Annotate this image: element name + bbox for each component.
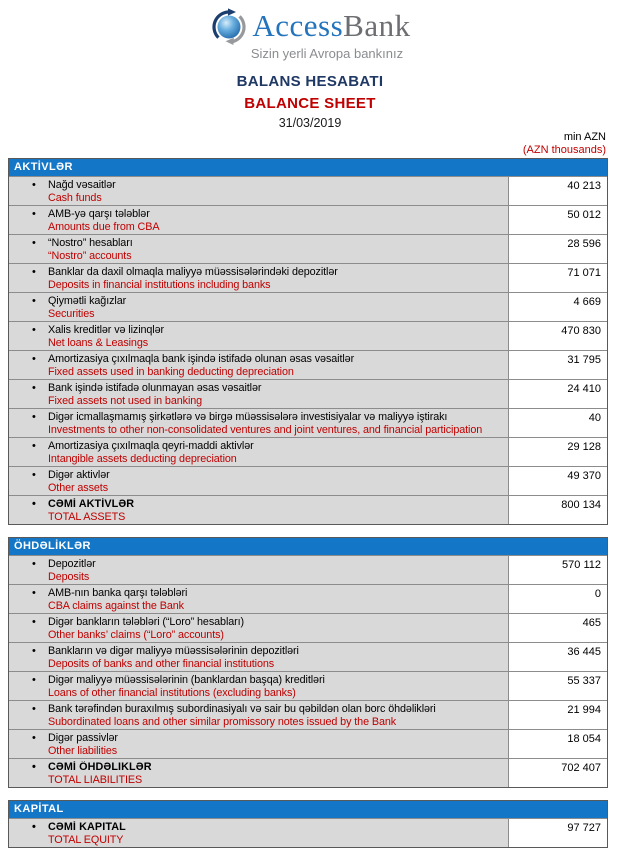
row-label-cell xyxy=(9,235,508,263)
row-label-cell xyxy=(9,264,508,292)
row-labels xyxy=(48,674,508,700)
units-block xyxy=(0,131,606,157)
row-label-az: CƏMİ ÖHDƏLIKLƏR xyxy=(48,761,152,773)
row-label-az: CƏMİ AKTİVLƏR xyxy=(48,498,135,510)
row-label-az: Nağd vəsaitlər xyxy=(48,179,116,191)
row-label-en: Investments to other non-consolidated ventures and joint ventures, and financial participation xyxy=(48,424,483,436)
bullet-icon: • xyxy=(32,821,36,833)
logo-row xyxy=(0,6,620,46)
row-label-cell xyxy=(9,556,508,584)
row-label-cell xyxy=(9,701,508,729)
row-label-az: Qiymətli kağızlar xyxy=(48,295,127,307)
section-header-liabilities: ÖHDƏLİKLƏR xyxy=(9,538,607,555)
logo-tagline: Sizin yerli Avropa bankınız xyxy=(250,46,404,61)
row-label-az: Digər aktivlər xyxy=(48,469,110,481)
row-label-cell xyxy=(9,322,508,350)
report-title-az: BALANS HESABATI xyxy=(236,73,384,90)
table-row xyxy=(9,613,607,642)
table-row xyxy=(9,379,607,408)
row-label-en: Deposits xyxy=(48,571,90,583)
table-row xyxy=(9,729,607,758)
bullet-icon: • xyxy=(32,179,36,191)
row-label-en: Cash funds xyxy=(48,192,102,204)
row-label-en: CBA claims against the Bank xyxy=(48,600,184,612)
row-label-cell xyxy=(9,643,508,671)
row-label-az: Banklar da daxil olmaqla maliyyə müəssisələrindəki depozitlər xyxy=(48,266,338,278)
row-label-az: “Nostro” hesabları xyxy=(48,237,133,249)
row-label-cell xyxy=(9,380,508,408)
section-header-capital: KAPİTAL xyxy=(9,801,607,818)
row-value: 0 xyxy=(508,585,607,613)
bullet-icon: • xyxy=(32,558,36,570)
row-label-en: Securities xyxy=(48,308,95,320)
row-label-az: Digər passivlər xyxy=(48,732,118,744)
bullet-icon: • xyxy=(32,616,36,628)
row-label-az: Bank işində istifadə olunmayan əsas vəsaitlər xyxy=(48,382,262,394)
row-label-cell xyxy=(9,438,508,466)
table-row-total-assets xyxy=(9,495,607,524)
table-row-total-equity xyxy=(9,818,607,847)
row-value: 24 410 xyxy=(508,380,607,408)
row-label-en: “Nostro” accounts xyxy=(48,250,132,262)
row-value: 465 xyxy=(508,614,607,642)
table-row xyxy=(9,292,607,321)
row-label-en: Intangible assets deducting depreciation xyxy=(48,453,237,465)
globe-swoosh-icon xyxy=(209,6,249,46)
row-label-cell xyxy=(9,293,508,321)
table-row xyxy=(9,437,607,466)
table-row xyxy=(9,350,607,379)
bullet-icon: • xyxy=(32,382,36,394)
table-row xyxy=(9,408,607,437)
bullet-icon: • xyxy=(32,674,36,686)
row-value: 36 445 xyxy=(508,643,607,671)
table-row xyxy=(9,321,607,350)
row-labels xyxy=(48,821,508,847)
row-value: 470 830 xyxy=(508,322,607,350)
bullet-icon: • xyxy=(32,440,36,452)
row-label-az: Amortizasiya çıxılmaqla qeyri-maddi aktivlər xyxy=(48,440,254,452)
bullet-icon: • xyxy=(32,266,36,278)
row-label-en: TOTAL EQUITY xyxy=(48,834,124,846)
row-value: 28 596 xyxy=(508,235,607,263)
row-value: 702 407 xyxy=(508,759,607,787)
row-label-cell xyxy=(9,206,508,234)
table-row xyxy=(9,584,607,613)
row-label-cell xyxy=(9,672,508,700)
row-value: 18 054 xyxy=(508,730,607,758)
row-labels xyxy=(48,411,508,437)
bullet-icon: • xyxy=(32,295,36,307)
row-value: 4 669 xyxy=(508,293,607,321)
row-labels xyxy=(48,237,508,263)
row-labels xyxy=(48,266,508,292)
row-labels xyxy=(48,703,508,729)
row-label-en: Loans of other financial institutions (excluding banks) xyxy=(48,687,296,699)
row-label-en: Subordinated loans and other similar promissory notes issued by the Bank xyxy=(48,716,397,728)
row-value: 49 370 xyxy=(508,467,607,495)
row-value: 21 994 xyxy=(508,701,607,729)
row-labels xyxy=(48,469,508,495)
unit-label-az: min AZN xyxy=(563,131,606,143)
row-label-az: Xalis kreditlər və lizinqlər xyxy=(48,324,165,336)
row-value: 570 112 xyxy=(508,556,607,584)
table-row xyxy=(9,263,607,292)
bullet-icon: • xyxy=(32,587,36,599)
row-labels xyxy=(48,498,508,524)
row-value: 97 727 xyxy=(508,819,607,847)
row-value: 31 795 xyxy=(508,351,607,379)
table-row-total-liabilities xyxy=(9,758,607,787)
table-row xyxy=(9,205,607,234)
table-row xyxy=(9,176,607,205)
row-label-en: Other liabilities xyxy=(48,745,118,757)
bullet-icon: • xyxy=(32,645,36,657)
row-label-en: TOTAL ASSETS xyxy=(48,511,126,523)
row-value: 71 071 xyxy=(508,264,607,292)
row-label-en: Amounts due from CBA xyxy=(48,221,160,233)
row-labels xyxy=(48,295,508,321)
bullet-icon: • xyxy=(32,353,36,365)
unit-label-en: (AZN thousands) xyxy=(522,144,606,156)
row-label-az: AMB-nın banka qarşı tələbləri xyxy=(48,587,188,599)
row-label-en: Deposits in financial institutions including banks xyxy=(48,279,271,291)
bullet-icon: • xyxy=(32,208,36,220)
report-title-en: BALANCE SHEET xyxy=(244,95,376,112)
row-value: 29 128 xyxy=(508,438,607,466)
table-row xyxy=(9,234,607,263)
row-label-en: Net loans & Leasings xyxy=(48,337,149,349)
section-assets xyxy=(8,158,608,525)
logo-wordmark xyxy=(252,9,410,43)
row-label-cell xyxy=(9,496,508,524)
logo-text-access: Access xyxy=(252,8,344,43)
row-label-az: AMB-yə qarşı tələblər xyxy=(48,208,150,220)
row-value: 40 xyxy=(508,409,607,437)
row-label-cell xyxy=(9,759,508,787)
row-label-az: Bankların və digər maliyyə müəssisələrinin depozitləri xyxy=(48,645,299,657)
row-label-en: TOTAL LIABILITIES xyxy=(48,774,143,786)
row-labels xyxy=(48,616,508,642)
row-label-az: Digər maliyyə müəssisələrinin (banklardan başqa) kreditləri xyxy=(48,674,325,686)
row-labels xyxy=(48,558,508,584)
row-label-az: Bank tərəfindən buraxılmış subordinasiyalı və sair bu qəbildən olan borc öhdəlikləri xyxy=(48,703,436,715)
table-row xyxy=(9,555,607,584)
row-label-az: Depozitlər xyxy=(48,558,96,570)
section-capital xyxy=(8,800,608,848)
row-labels xyxy=(48,382,508,408)
row-label-cell xyxy=(9,585,508,613)
row-value: 40 213 xyxy=(508,177,607,205)
accessbank-logo xyxy=(0,0,620,61)
table-row xyxy=(9,466,607,495)
report-date: 31/03/2019 xyxy=(278,116,342,130)
row-label-cell xyxy=(9,351,508,379)
bullet-icon: • xyxy=(32,324,36,336)
row-label-cell xyxy=(9,614,508,642)
row-label-cell xyxy=(9,177,508,205)
row-label-az: Digər icmallaşmamış şirkətlərə və birgə müəssisələrə investisiyalar və maliyyə iştirakı xyxy=(48,411,448,423)
bullet-icon: • xyxy=(32,761,36,773)
row-labels xyxy=(48,440,508,466)
section-header-assets: AKTİVLƏR xyxy=(9,159,607,176)
bullet-icon: • xyxy=(32,411,36,423)
bullet-icon: • xyxy=(32,498,36,510)
row-label-en: Deposits of banks and other financial institutions xyxy=(48,658,275,670)
row-value: 800 134 xyxy=(508,496,607,524)
row-labels xyxy=(48,587,508,613)
bullet-icon: • xyxy=(32,469,36,481)
row-label-az: Amortizasiya çıxılmaqla bank işində istifadə olunan əsas vəsaitlər xyxy=(48,353,355,365)
row-label-en: Other assets xyxy=(48,482,109,494)
row-labels xyxy=(48,353,508,379)
row-label-en: Fixed assets used in banking deducting depreciation xyxy=(48,366,294,378)
bullet-icon: • xyxy=(32,237,36,249)
row-label-en: Fixed assets not used in banking xyxy=(48,395,203,407)
logo-text-bank: Bank xyxy=(343,8,411,43)
row-label-cell xyxy=(9,730,508,758)
section-liabilities xyxy=(8,537,608,788)
row-value: 50 012 xyxy=(508,206,607,234)
row-label-en: Other banks’ claims (“Loro” accounts) xyxy=(48,629,224,641)
table-row xyxy=(9,671,607,700)
row-labels xyxy=(48,208,508,234)
row-labels xyxy=(48,761,508,787)
row-label-cell xyxy=(9,819,508,847)
row-labels xyxy=(48,645,508,671)
row-labels xyxy=(48,732,508,758)
row-labels xyxy=(48,179,508,205)
row-label-az: Digər bankların tələbləri (“Loro” hesabları) xyxy=(48,616,245,628)
table-row xyxy=(9,700,607,729)
row-label-cell xyxy=(9,467,508,495)
row-label-az: CƏMİ KAPITAL xyxy=(48,821,126,833)
bullet-icon: • xyxy=(32,732,36,744)
table-row xyxy=(9,642,607,671)
row-value: 55 337 xyxy=(508,672,607,700)
bullet-icon: • xyxy=(32,703,36,715)
row-label-cell xyxy=(9,409,508,437)
row-labels xyxy=(48,324,508,350)
